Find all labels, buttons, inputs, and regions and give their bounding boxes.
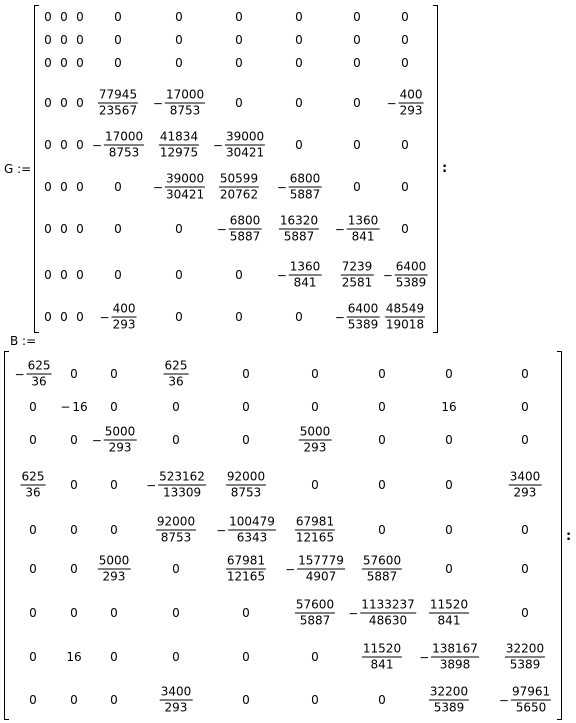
matrix-g-cell: − $\frac{6800}{5887}$ [276,171,321,202]
matrix-b-cell: 0 [311,478,319,492]
matrix-b-cell: $\frac{625}{36}$ [164,358,188,389]
matrix-b-cell: 0 [29,650,37,664]
matrix-b-cell: 0 [242,433,250,447]
matrix-g-cell: 0 [44,33,52,47]
matrix-g-cell: 0 [76,56,84,70]
matrix-g-cell: 0 [401,10,409,24]
matrix-g-cell: 0 [235,56,243,70]
matrix-b-cell: $\frac{3400}{293}$ [509,469,541,500]
matrix-g-cell: 0 [401,138,409,152]
matrix-b-cell: 0 [311,367,319,381]
matrix-g-cell: 0 [44,138,52,152]
matrix-g-cell: 0 [44,56,52,70]
matrix-b-cell: 0 [70,367,78,381]
matrix-g-left-bracket [34,5,39,333]
matrix-b-cell: 0 [110,478,118,492]
matrix-g-cell: 0 [114,268,122,282]
matrix-b-cell: − 16 [60,400,88,414]
matrix-b-terminator: : [566,529,572,544]
matrix-g-cell: − $\frac{6400}{5389}$ [334,301,379,332]
matrix-b-cell: 0 [445,523,453,537]
matrix-g-cell: $\frac{48549}{19018}$ [385,301,425,332]
matrix-b-cell: 0 [242,367,250,381]
matrix-b-cell: 0 [378,367,386,381]
matrix-g-cell: 0 [44,268,52,282]
matrix-g-cell: $\frac{77945}{23567}$ [98,87,138,118]
matrix-g-cell: 0 [353,56,361,70]
matrix-b-cell: $\frac{625}{36}$ [21,469,45,500]
matrix-b-cell: 16 [441,400,457,414]
matrix-g-assignment-label: G := [4,162,32,176]
matrix-b-cell: 0 [29,400,37,414]
matrix-g-cell: 0 [175,222,183,236]
matrix-b-cell: $\frac{11520}{841}$ [362,641,402,672]
matrix-b-cell: 0 [110,650,118,664]
matrix-g-cell: 0 [401,56,409,70]
matrix-b-cell: 0 [29,562,37,576]
matrix-g-cell: $\frac{50599}{20762}$ [219,171,259,202]
matrix-g-cell: 0 [60,56,68,70]
matrix-g-cell: 0 [76,138,84,152]
matrix-b-cell: 0 [521,400,529,414]
matrix-b-cell: 0 [521,523,529,537]
matrix-g-cell: 0 [114,56,122,70]
matrix-b-cell: 0 [378,400,386,414]
matrix-b-cell: $\frac{57600}{5887}$ [362,553,402,584]
matrix-b-cell: 0 [242,606,250,620]
matrix-b-cell: 0 [70,562,78,576]
matrix-b-cell: 0 [70,606,78,620]
matrix-g-cell: 0 [76,310,84,324]
matrix-g-cell: 0 [76,33,84,47]
matrix-g-cell: $\frac{7239}{2581}$ [341,259,373,290]
matrix-g-cell: 0 [295,33,303,47]
matrix-g-cell: 0 [175,310,183,324]
matrix-b-cell: 0 [445,562,453,576]
matrix-g-cell: 0 [60,310,68,324]
matrix-b-cell: − $\frac{523162}{13309}$ [146,469,205,500]
matrix-b-cell: 0 [110,523,118,537]
matrix-b-cell: 0 [311,693,319,707]
matrix-g-cell: 0 [295,96,303,110]
matrix-g-cell: 0 [114,33,122,47]
matrix-b [4,351,562,720]
matrix-b-cell: 0 [110,367,118,381]
matrix-b-right-bracket [557,351,562,720]
matrix-b-cell: 0 [378,433,386,447]
matrix-g-cell: − $\frac{1360}{841}$ [276,259,321,290]
matrix-g-cell: − $\frac{400}{293}$ [386,87,423,118]
matrix-g-cell: − $\frac{17000}{8753}$ [152,87,205,118]
matrix-g-cell: − $\frac{6800}{5887}$ [216,213,261,244]
matrix-g-cell: 0 [44,222,52,236]
matrix-g-cell: 0 [76,180,84,194]
matrix-b-cell: 0 [29,523,37,537]
matrix-g-terminator: : [442,161,448,176]
matrix-g-cell: 0 [401,222,409,236]
matrix-g-cell: − $\frac{39000}{30421}$ [152,171,205,202]
matrix-b-cell: 0 [311,400,319,414]
matrix-g-cell: $\frac{16320}{5887}$ [279,213,319,244]
matrix-g-cell: 0 [295,310,303,324]
matrix-g-cell: − $\frac{39000}{30421}$ [212,129,265,160]
matrix-b-cell: 0 [29,433,37,447]
matrix-b-cell: $\frac{3400}{293}$ [160,684,192,715]
matrix-g-cell: 0 [353,10,361,24]
matrix-g-cell: 0 [235,96,243,110]
matrix-b-cell: 0 [70,523,78,537]
matrix-g-cell: 0 [60,96,68,110]
matrix-b-cell: $\frac{5000}{293}$ [98,553,130,584]
matrix-b-cell: 0 [29,693,37,707]
matrix-b-cell: $\frac{67981}{12165}$ [226,553,266,584]
matrix-b-cell: $\frac{57600}{5887}$ [295,597,335,628]
matrix-b-cell: $\frac{32200}{5389}$ [429,684,469,715]
matrix-b-cell: 16 [66,650,82,664]
matrix-b-cell: − $\frac{97961}{5650}$ [498,684,551,715]
matrix-b-cell: 0 [242,400,250,414]
matrix-b-cell: $\frac{67981}{12165}$ [295,514,335,545]
matrix-g-cell: 0 [295,10,303,24]
matrix-g-cell: 0 [175,56,183,70]
matrix-b-cell: 0 [110,606,118,620]
matrix-b-cell: 0 [70,693,78,707]
matrix-b-cell: 0 [521,433,529,447]
matrix-b-cell: − $\frac{138167}{3898}$ [419,641,478,672]
matrix-g-cell: 0 [235,268,243,282]
matrix-g-cell: 0 [76,268,84,282]
matrix-b-cell: 0 [70,478,78,492]
matrix-b-cell: 0 [445,433,453,447]
matrix-g-cell: 0 [353,96,361,110]
matrix-b-cell: $\frac{5000}{293}$ [299,424,331,455]
matrix-g-cell: $\frac{41834}{12975}$ [159,129,199,160]
matrix-g [34,5,438,333]
matrix-g-cell: 0 [295,56,303,70]
matrix-g-cell: 0 [353,33,361,47]
matrix-b-cell: 0 [445,478,453,492]
matrix-g-cell: 0 [353,138,361,152]
matrix-b-cell: 0 [378,523,386,537]
matrix-g-cell: 0 [76,10,84,24]
matrix-b-cell: 0 [521,367,529,381]
matrix-g-cell: − $\frac{1360}{841}$ [334,213,379,244]
matrix-g-cell: 0 [60,180,68,194]
matrix-b-cell: 0 [172,400,180,414]
matrix-b-cell: 0 [29,606,37,620]
matrix-g-cell: 0 [353,180,361,194]
matrix-g-cell: 0 [60,138,68,152]
matrix-b-cell: − $\frac{5000}{293}$ [91,424,136,455]
matrix-g-right-bracket [433,5,438,333]
matrix-b-cell: − $\frac{157779}{4907}$ [285,553,344,584]
matrix-g-cell: 0 [114,180,122,194]
matrix-g-cell: 0 [175,268,183,282]
matrix-b-left-bracket [4,351,9,720]
matrix-b-cell: 0 [242,650,250,664]
matrix-g-cell: − $\frac{17000}{8753}$ [91,129,144,160]
matrix-g-cell: 0 [401,33,409,47]
matrix-b-cell: 0 [110,400,118,414]
matrix-g-cell: 0 [44,10,52,24]
matrix-g-cell: − $\frac{6400}{5389}$ [382,259,427,290]
matrix-b-assignment-label: B := [10,334,37,348]
matrix-g-cell: 0 [114,222,122,236]
matrix-b-cell: − $\frac{1133237}{48630}$ [348,597,415,628]
matrix-b-cell: 0 [378,693,386,707]
matrix-b-cell: 0 [172,650,180,664]
matrix-b-cell: 0 [70,433,78,447]
matrix-b-cell: 0 [110,693,118,707]
matrix-g-cell: 0 [235,10,243,24]
matrix-g-cell: 0 [60,222,68,236]
matrix-g-cell: 0 [295,138,303,152]
matrix-b-cell: $\frac{92000}{8753}$ [226,469,266,500]
matrix-b-cell: 0 [242,693,250,707]
matrix-g-cell: 0 [76,222,84,236]
matrix-g-cell: 0 [60,10,68,24]
matrix-g-cell: 0 [401,180,409,194]
matrix-g-cell: − $\frac{400}{293}$ [99,301,136,332]
matrix-b-cell: 0 [311,650,319,664]
matrix-g-cell: 0 [44,96,52,110]
matrix-g-cell: 0 [44,310,52,324]
matrix-b-cell: − $\frac{100479}{6343}$ [216,514,275,545]
matrix-g-cell: 0 [175,33,183,47]
matrix-g-cell: 0 [44,180,52,194]
matrix-g-cell: 0 [60,268,68,282]
matrix-g-cell: 0 [235,33,243,47]
matrix-g-cell: 0 [175,10,183,24]
matrix-b-cell: 0 [378,478,386,492]
matrix-g-cell: 0 [60,33,68,47]
matrix-b-cell: 0 [445,367,453,381]
matrix-b-cell: $\frac{32200}{5389}$ [505,641,545,672]
matrix-b-cell: 0 [521,606,529,620]
matrix-b-cell: 0 [172,606,180,620]
matrix-b-cell: $\frac{11520}{841}$ [429,597,469,628]
matrix-b-cell: 0 [172,433,180,447]
matrix-g-cell: 0 [76,96,84,110]
matrix-b-cell: 0 [172,562,180,576]
matrix-b-cell: 0 [521,562,529,576]
matrix-g-cell: 0 [114,10,122,24]
matrix-g-cell: 0 [235,310,243,324]
matrix-b-cell: $\frac{92000}{8753}$ [156,514,196,545]
matrix-b-cell: − $\frac{625}{36}$ [14,358,51,389]
